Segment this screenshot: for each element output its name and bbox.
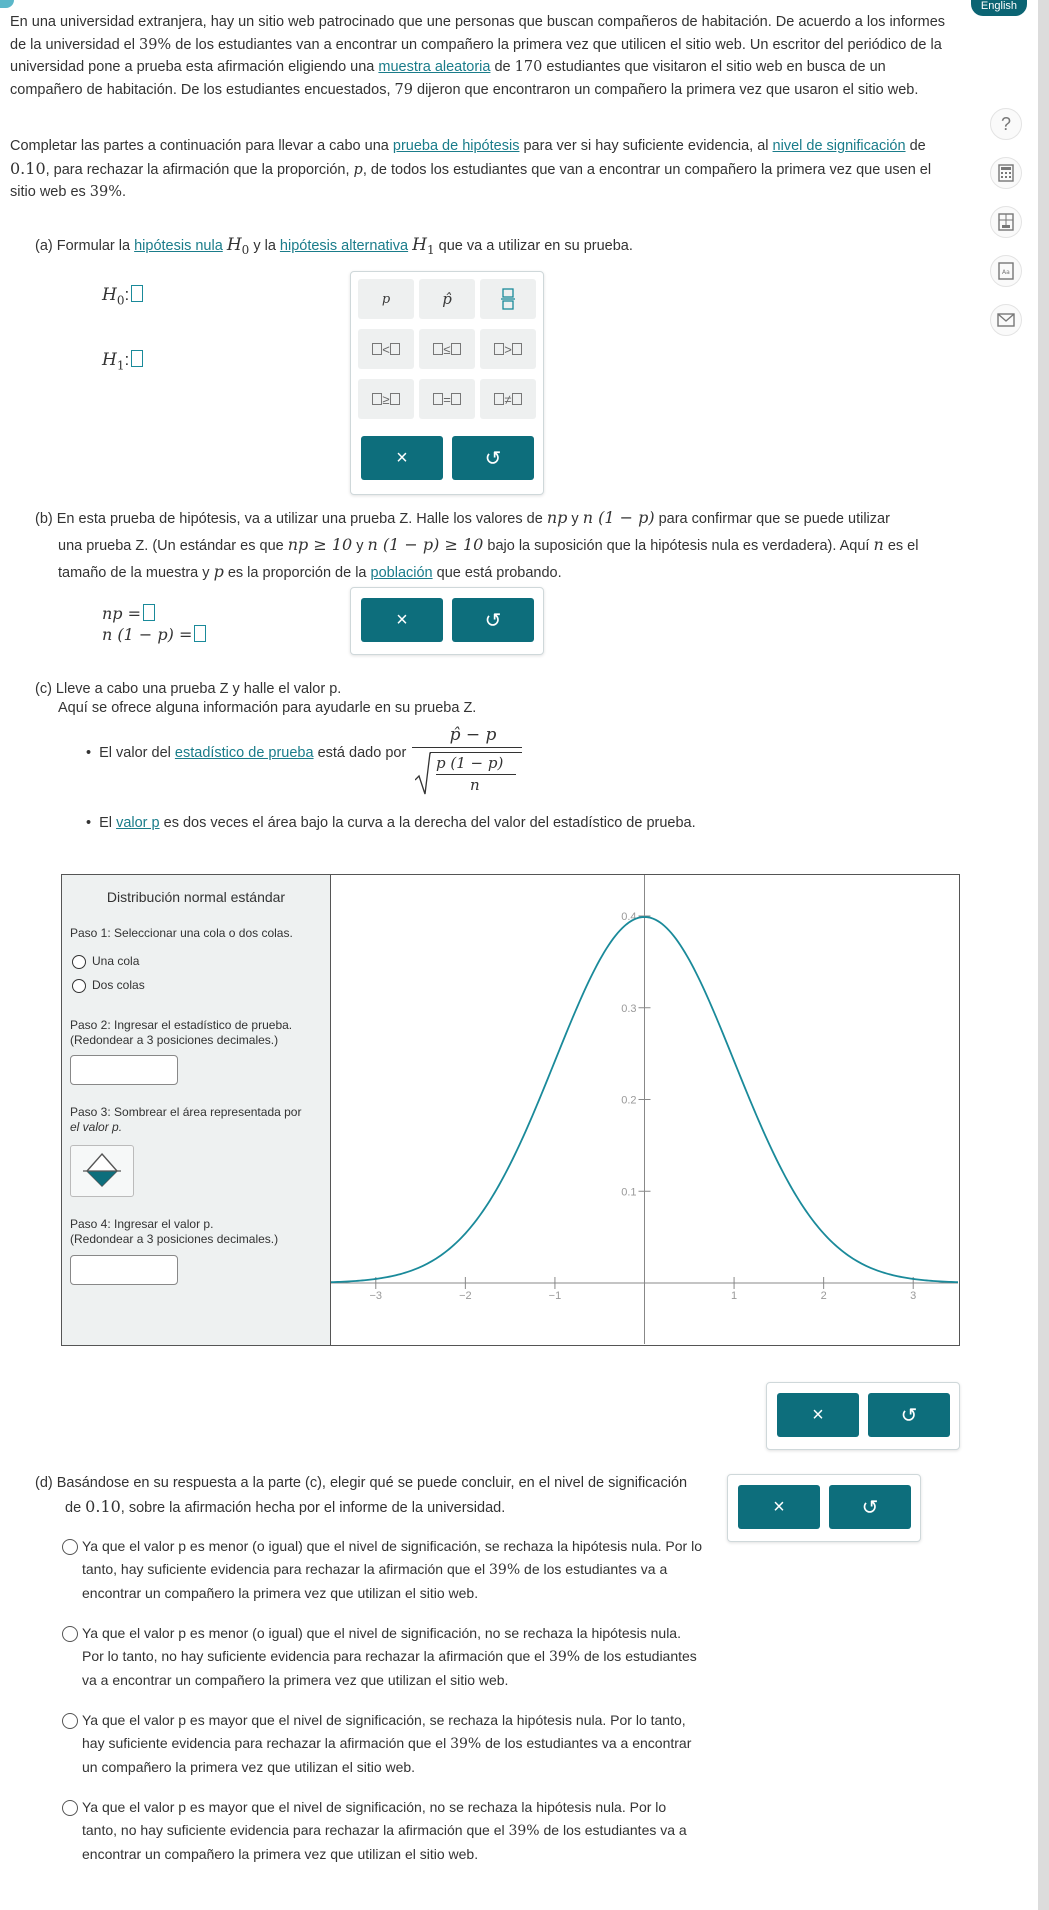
one-tail-label: Una cola xyxy=(92,954,140,968)
part-d-controls xyxy=(727,1474,921,1542)
undo-button[interactable]: ↺ xyxy=(452,598,534,642)
mail-icon[interactable] xyxy=(990,304,1022,336)
step3-label: Paso 3: Sombrear el área representada por el valor p. xyxy=(70,1105,302,1134)
part-b-controls xyxy=(350,587,544,655)
nq-input[interactable] xyxy=(194,625,206,642)
clear-button[interactable]: × xyxy=(361,436,443,480)
alpha-value: 0.10 xyxy=(10,158,46,178)
x-tick-label: −1 xyxy=(548,1290,562,1302)
scrollbar[interactable] xyxy=(1038,0,1049,1910)
less-than-button[interactable]: < xyxy=(358,329,414,369)
p-button[interactable]: p xyxy=(358,279,414,319)
claim-percent: 39% xyxy=(138,36,172,53)
x-tick-label: −3 xyxy=(369,1290,383,1302)
z-formula: p̂ − p p (1 − p) n xyxy=(412,725,522,796)
fraction-button[interactable] xyxy=(480,279,536,319)
sqrt-sign xyxy=(415,752,431,796)
option-1-radio[interactable] xyxy=(62,1539,78,1555)
x-tick-label: −2 xyxy=(459,1290,472,1302)
part-c-prompt: (c) Lleve a cabo una prueba Z y halle el valor p. Aquí se ofrece alguna información para ayudarle en su prueba Z. xyxy=(35,681,477,716)
problem-statement: En una universidad extranjera, hay un sitio web patrocinado que une personas que buscan compañeros de habitación. De acuerdo a los informes de la universidad el 39% de los estudiantes van a encontrar un compañero la primera vez que utilicen el sitio web. Un escritor del periódico de la universidad pone a prueba esta afirmación eligiendo una muestra aleatoria de 170 estudiantes que visitaron el sitio web en busca de un compañero de habitación. De los estudiantes encuestados, 79 dijeron que encontraron un compañero la primera vez que usaron el sitio web. xyxy=(10,14,946,98)
y-tick-label: 0.4 xyxy=(621,911,637,923)
y-tick-label: 0.2 xyxy=(621,1094,637,1107)
tool-title: Distribución normal estándar xyxy=(106,889,286,905)
top-indicator xyxy=(0,0,14,8)
svg-text:Aa: Aa xyxy=(1002,269,1010,276)
step1-label: Paso 1: Seleccionar una cola o dos colas. xyxy=(70,926,293,940)
help-icon[interactable] xyxy=(990,108,1022,140)
h1-input[interactable] xyxy=(131,350,143,367)
step2-label: Paso 2: Ingresar el estadístico de prueba. (Redondear a 3 posiciones decimales.) xyxy=(70,1018,293,1047)
test-statistic-link[interactable]: estadístico de prueba xyxy=(174,745,314,761)
option-2-radio[interactable] xyxy=(62,1626,78,1642)
language-button[interactable]: English xyxy=(971,0,1027,16)
significance-level-link[interactable]: nivel de significación xyxy=(772,138,906,154)
clear-button[interactable]: × xyxy=(738,1485,820,1529)
equal-button[interactable]: = xyxy=(419,379,475,419)
p-value-link[interactable]: valor p xyxy=(116,815,160,831)
claim-percent-2: 39% xyxy=(89,184,123,200)
option-1[interactable]: Ya que el valor p es menor (o igual) que el nivel de significación, se rechaza la hipótesis nula. Por lo tanto, hay suficiente evidencia para rechazar la afirmación que el 39% de los estudiantes va a encontrar un compañero la primera vez que utilizan el sitio web. xyxy=(64,1535,704,1605)
x-tick-label: 1 xyxy=(731,1290,738,1302)
part-d-prompt: (d) Basándose en su respuesta a la parte (c), elegir qué se puede concluir, en el nivel de significación de 0.10, sobre la afirmación hecha por el informe de la universidad. xyxy=(35,1475,688,1516)
less-equal-button[interactable]: ≤ xyxy=(419,329,475,369)
population-link[interactable]: población xyxy=(370,565,433,581)
help-glyph: ? xyxy=(1000,113,1011,134)
h0-input[interactable] xyxy=(131,285,143,302)
shade-area-button[interactable] xyxy=(70,1145,134,1197)
p-value-input[interactable] xyxy=(70,1255,178,1285)
glossary-icon[interactable] xyxy=(990,255,1022,287)
normal-distribution-tool xyxy=(61,874,960,1346)
sample-size: 170 xyxy=(514,59,543,75)
shade-icon xyxy=(71,1146,133,1196)
null-hypothesis-link[interactable]: hipótesis nula xyxy=(134,238,223,254)
greater-equal-button[interactable]: ≥ xyxy=(358,379,414,419)
calculator-icon[interactable] xyxy=(990,157,1022,189)
step4-label: Paso 4: Ingresar el valor p. (Redondear a 3 posiciones decimales.) xyxy=(70,1217,279,1246)
x-tick-label: 2 xyxy=(820,1290,827,1302)
not-equal-button[interactable]: ≠ xyxy=(480,379,536,419)
instructions: Completar las partes a continuación para llevar a cabo una prueba de hipótesis para ver si hay suficiente evidencia, al nivel de significación de 0.10, para rechazar la afirmación que la proporción, p, de todos los estudiantes que van a encontrar un compañero la primera vez que usen el sitio web es 39%. xyxy=(10,138,932,200)
random-sample-link[interactable]: muestra aleatoria xyxy=(378,59,491,75)
one-tail-radio[interactable] xyxy=(72,955,86,969)
h0-row: $H_0$: xyxy=(102,285,143,307)
option-4[interactable]: Ya que el valor p es mayor que el nivel de significación, no se rechaza la hipótesis nula. Por lo tanto, no hay suficiente evidencia para rechazar la afirmación que el 39% de los estudiantes va a encontrar un compañero la primera vez que utilizan el sitio web. xyxy=(64,1796,704,1866)
undo-button[interactable]: ↺ xyxy=(829,1485,911,1529)
two-tail-radio[interactable] xyxy=(72,979,86,993)
data-icon[interactable] xyxy=(990,206,1022,238)
successes: 79 xyxy=(394,81,413,98)
p-symbol: p xyxy=(353,161,363,178)
bullet-p-value: • El valor p es dos veces el área bajo la curva a la derecha del valor del estadístico de prueba. xyxy=(86,815,696,831)
undo-button[interactable]: ↺ xyxy=(452,436,534,480)
np-input[interactable] xyxy=(143,604,155,621)
bullet-test-statistic: • El valor del estadístico de prueba está dado por xyxy=(86,745,407,761)
tool-steps-panel xyxy=(62,875,331,1345)
normal-curve-chart[interactable] xyxy=(331,875,958,1344)
two-tail-label: Dos colas xyxy=(92,978,145,992)
clear-button[interactable]: × xyxy=(361,598,443,642)
greater-than-button[interactable]: > xyxy=(480,329,536,369)
test-statistic-input[interactable] xyxy=(70,1055,178,1085)
option-3[interactable]: Ya que el valor p es mayor que el nivel de significación, se rechaza la hipótesis nula. Por lo tanto, hay suficiente evidencia para rechazar la afirmación que el 39% de los estudiantes va a encontrar un compañero la primera vez que utilizan el sitio web. xyxy=(64,1709,704,1779)
np-row: np = xyxy=(102,604,155,624)
h1-row: $H_1$: xyxy=(102,350,143,372)
p-hat-button[interactable]: p̂ xyxy=(419,279,475,319)
option-4-radio[interactable] xyxy=(62,1800,78,1816)
y-tick-label: 0.1 xyxy=(621,1186,637,1199)
y-tick-label: 0.3 xyxy=(621,1002,637,1015)
nq-row: n (1 − p) = xyxy=(102,625,206,645)
hypothesis-palette xyxy=(350,271,544,495)
x-tick-label: 3 xyxy=(910,1290,917,1302)
option-3-radio[interactable] xyxy=(62,1713,78,1729)
alternative-hypothesis-link[interactable]: hipótesis alternativa xyxy=(279,238,409,254)
hypothesis-test-link[interactable]: prueba de hipótesis xyxy=(392,138,520,154)
option-2[interactable]: Ya que el valor p es menor (o igual) que el nivel de significación, no se rechaza la hipótesis nula. Por lo tanto, no hay suficiente evidencia para rechazar la afirmación que el 39% de los estudiantes va a encontrar un compañero la primera vez que utilizan el sitio web. xyxy=(64,1622,704,1692)
part-b-prompt: (b) En esta prueba de hipótesis, va a utilizar una prueba Z. Halle los valores de np y n (1 − p) para confirmar que se puede utilizar una prueba Z. (Un estándar es que np ≥ 10 y n (1 − p) ≥ 10 bajo la suposición que la hipótesis nula es verdadera). Aquí n es el tamaño de la muestra y p es la proporción de la población que está probando. xyxy=(35,508,919,581)
clear-button[interactable]: × xyxy=(777,1393,859,1437)
fraction-icon xyxy=(501,288,515,310)
undo-button[interactable]: ↺ xyxy=(868,1393,950,1437)
part-a-prompt: (a) Formular la hipótesis nula $H_0$ y la hipótesis alternativa $H_1$ que va a utilizar en su prueba. xyxy=(35,235,633,257)
part-c-controls xyxy=(766,1382,960,1450)
